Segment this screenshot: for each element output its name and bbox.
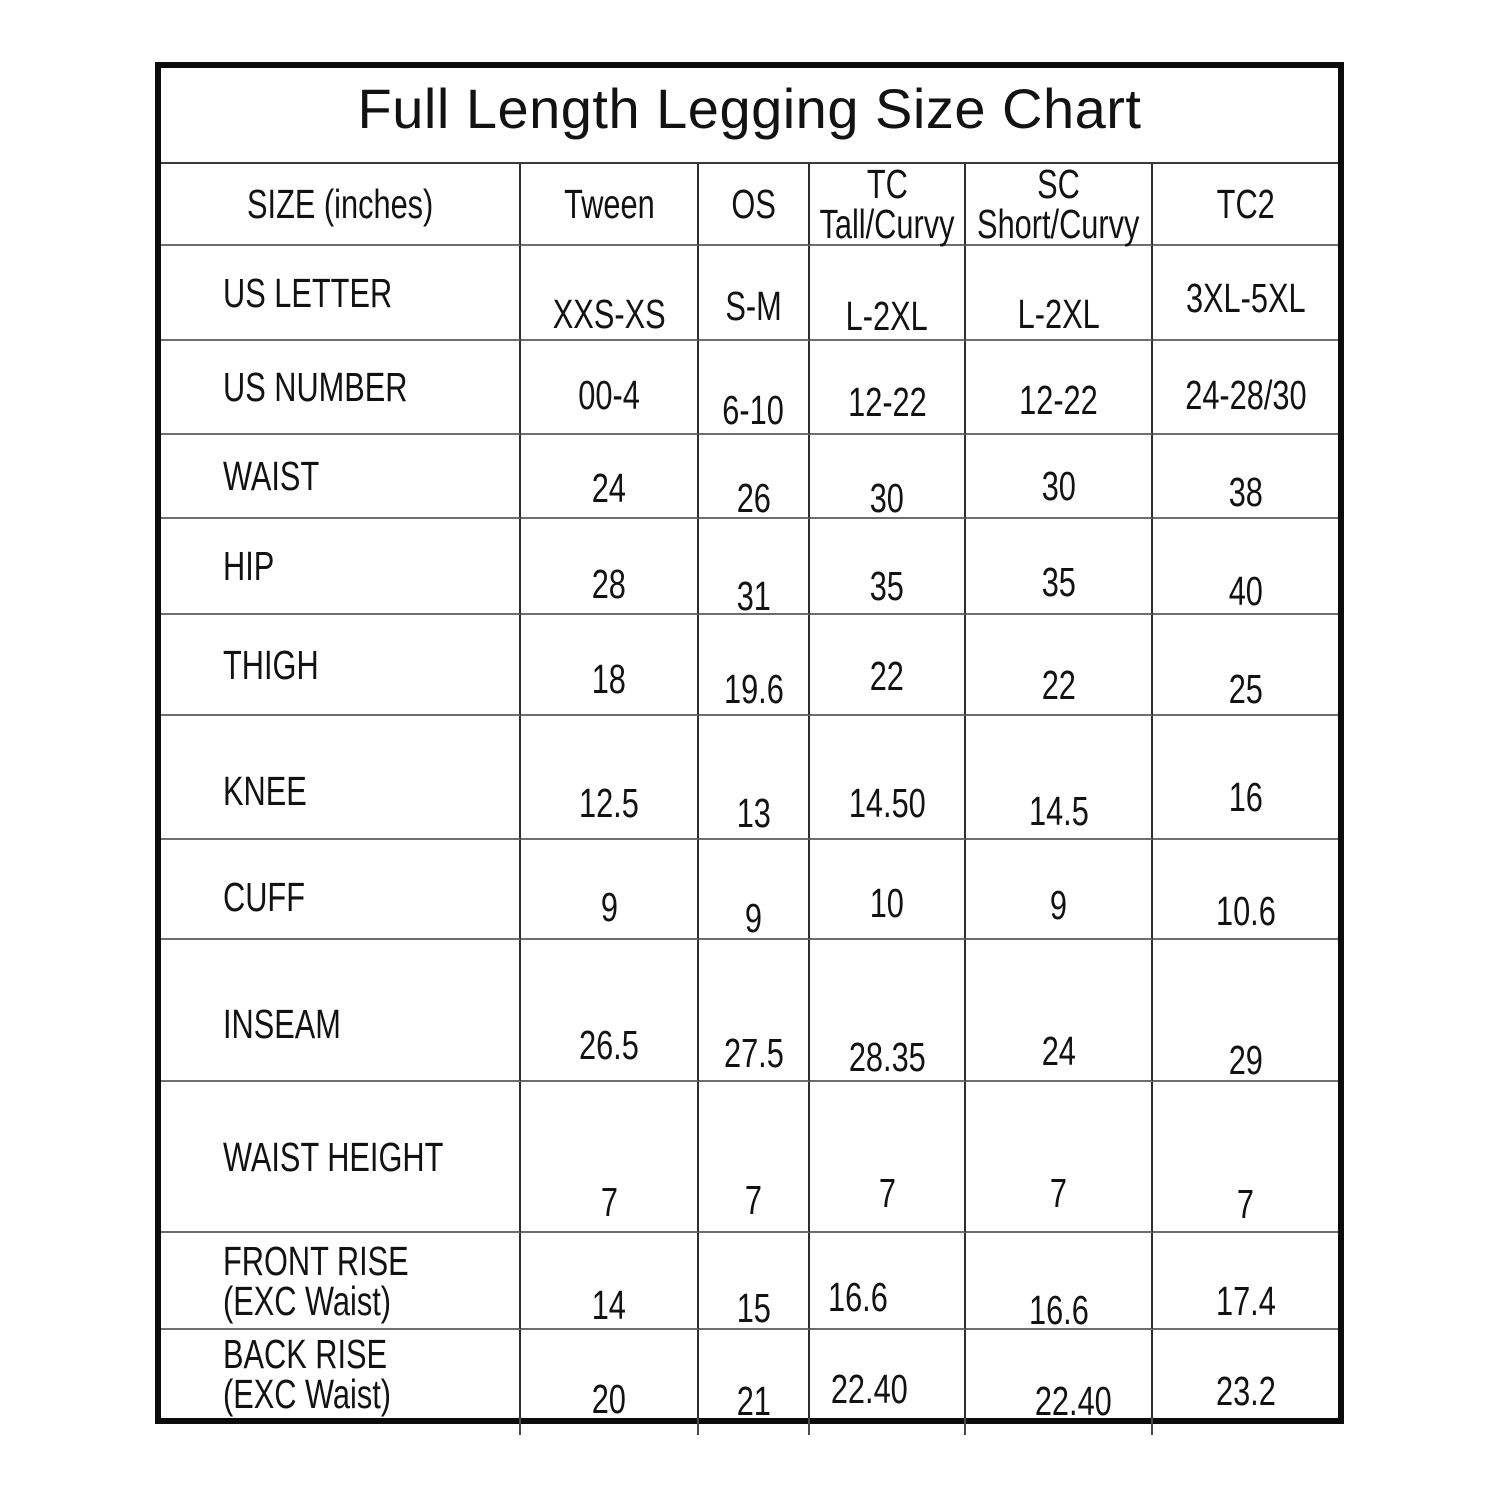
header-sublabel-sc: Short/Curvy: [977, 201, 1140, 247]
cell-us-number-os: [699, 341, 810, 435]
cell-value: 7: [744, 1177, 763, 1223]
cell-value: 38: [1228, 469, 1263, 515]
size-chart-grid: [161, 68, 1338, 1424]
cell-value: 22: [1041, 662, 1076, 708]
cell-waist-sc: [966, 435, 1153, 519]
cell-value: 12-22: [847, 379, 927, 425]
cell-us-number-tween: [521, 341, 699, 435]
row-label-hip: [161, 519, 521, 615]
grid-line-tail: [964, 1418, 966, 1435]
cell-value: 16.6: [1028, 1287, 1089, 1333]
cell-value: 7: [1236, 1181, 1255, 1227]
header-sublabel-tc: Tall/Curvy: [819, 201, 955, 247]
cell-us-letter-tc2: [1153, 246, 1338, 341]
row-label-us-letter: [161, 246, 521, 341]
cell-thigh-sc: [966, 615, 1153, 716]
cell-value: 20: [591, 1376, 627, 1422]
row-label-text: CUFF: [223, 874, 305, 920]
cell-hip-sc: [966, 519, 1153, 615]
cell-us-number-sc: [966, 341, 1153, 435]
cell-value: 31: [736, 573, 771, 619]
cell-value: 28: [591, 561, 627, 607]
cell-us-letter-os: [699, 246, 810, 341]
grid-line-tail: [519, 1418, 521, 1435]
cell-back-rise-os: [699, 1330, 810, 1424]
cell-value: 16.6: [827, 1274, 888, 1320]
chart-title-cell: [161, 68, 1338, 164]
cell-value: 9: [744, 895, 763, 941]
cell-value: 14.5: [1028, 788, 1089, 834]
cell-hip-tween: [521, 519, 699, 615]
row-label-text: WAIST HEIGHT: [223, 1133, 444, 1180]
cell-front-rise-sc: [966, 1233, 1153, 1333]
cell-waist-height-sc: [966, 1082, 1153, 1233]
row-label-text: FRONT RISE: [223, 1237, 409, 1284]
row-label-thigh: [161, 615, 521, 716]
cell-back-rise-sc: [966, 1330, 1153, 1424]
cell-us-letter-tween: [521, 246, 699, 341]
cell-value: 22.40: [830, 1366, 908, 1412]
cell-value: 29: [1228, 1037, 1263, 1083]
grid-line-tail: [1151, 1418, 1153, 1435]
cell-us-letter-tc: [810, 246, 966, 341]
header-cell-tween: [521, 164, 699, 246]
cell-front-rise-tween: [521, 1233, 699, 1330]
grid-line-tail: [808, 1418, 810, 1435]
row-label-subtext: (EXC Waist): [223, 1371, 391, 1417]
cell-value: 30: [1041, 463, 1076, 509]
cell-value: 40: [1228, 568, 1263, 614]
cell-value: S-M: [725, 283, 782, 329]
row-label-back-rise: [161, 1330, 521, 1418]
header-cell-sc: [966, 161, 1153, 247]
row-label-text: KNEE: [223, 768, 307, 814]
header-label-os: OS: [731, 181, 776, 227]
cell-us-letter-sc: [966, 246, 1153, 341]
cell-value: 23.2: [1215, 1368, 1276, 1414]
row-label-waist: [161, 435, 521, 519]
cell-waist-os: [699, 435, 810, 519]
cell-us-number-tc2: [1153, 341, 1338, 435]
header-label-tc: TC: [866, 161, 908, 207]
cell-value: 24: [1041, 1028, 1076, 1074]
cell-waist-tc2: [1153, 435, 1338, 519]
cell-hip-tc: [810, 519, 966, 615]
cell-thigh-tween: [521, 615, 699, 716]
cell-back-rise-tc2: [1153, 1330, 1338, 1418]
size-chart-table: [155, 62, 1344, 1424]
cell-value: 21: [736, 1378, 771, 1424]
cell-value: 00-4: [578, 372, 640, 418]
grid-line-tail: [697, 1418, 699, 1435]
cell-value: 3XL-5XL: [1185, 275, 1306, 321]
row-label-cuff: [161, 840, 521, 940]
cell-cuff-tween: [521, 840, 699, 940]
cell-back-rise-tween: [521, 1330, 699, 1422]
row-label-us-number: [161, 341, 521, 435]
header-label-tween: Tween: [563, 181, 655, 227]
cell-front-rise-os: [699, 1233, 810, 1330]
cell-value: 7: [1049, 1170, 1068, 1216]
cell-value: 7: [878, 1170, 896, 1216]
row-label-knee: [161, 716, 521, 840]
header-cell-tc: [810, 161, 966, 247]
cell-inseam-tc: [810, 940, 966, 1082]
cell-value: 24: [591, 465, 627, 511]
row-label-text: HIP: [223, 543, 275, 589]
row-label-text: THIGH: [223, 641, 319, 688]
cell-value: 24-28/30: [1184, 372, 1307, 418]
cell-thigh-tc2: [1153, 615, 1338, 716]
row-label-inseam: [161, 940, 521, 1082]
cell-knee-tween: [521, 716, 699, 840]
cell-value: 13: [736, 790, 771, 836]
cell-thigh-tc: [810, 615, 966, 716]
header-label-size: SIZE (inches): [246, 181, 434, 227]
cell-cuff-tc2: [1153, 840, 1338, 940]
cell-front-rise-tc2: [1153, 1233, 1338, 1330]
cell-front-rise-tc: [810, 1233, 966, 1330]
header-cell-tc2: [1153, 164, 1338, 246]
cell-waist-height-os: [699, 1082, 810, 1233]
cell-inseam-sc: [966, 940, 1153, 1082]
cell-value: 6-10: [722, 387, 785, 433]
cell-value: 7: [600, 1179, 618, 1225]
cell-us-number-tc: [810, 341, 966, 435]
row-label-subtext: (EXC Waist): [223, 1277, 391, 1324]
cell-inseam-tc2: [1153, 940, 1338, 1082]
cell-value: 30: [869, 475, 905, 521]
cell-knee-os: [699, 716, 810, 840]
cell-value: 14: [591, 1282, 627, 1328]
cell-back-rise-tc: [810, 1330, 966, 1418]
cell-waist-tween: [521, 435, 699, 519]
row-label-text: INSEAM: [223, 1001, 341, 1047]
cell-cuff-os: [699, 840, 810, 940]
cell-value: 22: [869, 653, 905, 699]
cell-value: 18: [591, 656, 627, 702]
cell-value: 19.6: [723, 666, 784, 712]
cell-hip-tc2: [1153, 519, 1338, 615]
cell-thigh-os: [699, 615, 810, 716]
cell-value: 25: [1228, 666, 1263, 712]
cell-hip-os: [699, 519, 810, 619]
cell-value: 9: [600, 884, 618, 930]
cell-value: 22.40: [1035, 1378, 1112, 1424]
cell-value: 9: [1049, 882, 1068, 928]
cell-value: 35: [869, 563, 905, 609]
cell-value: 10: [869, 880, 905, 926]
cell-waist-height-tween: [521, 1082, 699, 1233]
header-label-sc: SC: [1037, 161, 1080, 207]
cell-cuff-sc: [966, 840, 1153, 940]
chart-title: Full Length Legging Size Chart: [357, 77, 1142, 140]
cell-value: 14.50: [848, 780, 926, 826]
cell-waist-height-tc: [810, 1082, 966, 1233]
cell-knee-tc2: [1153, 716, 1338, 840]
cell-value: L-2XL: [1017, 291, 1100, 337]
cell-knee-sc: [966, 716, 1153, 840]
header-label-tc2: TC2: [1216, 181, 1275, 227]
cell-waist-tc: [810, 435, 966, 519]
cell-value: 10.6: [1215, 888, 1276, 934]
header-cell-os: [699, 164, 810, 246]
cell-value: 26.5: [579, 1022, 639, 1068]
cell-value: 15: [736, 1285, 771, 1331]
row-label-text: US NUMBER: [223, 364, 408, 410]
cell-inseam-os: [699, 940, 810, 1082]
cell-value: 35: [1041, 559, 1076, 605]
cell-cuff-tc: [810, 840, 966, 940]
cell-waist-height-tc2: [1153, 1082, 1338, 1233]
cell-value: 12-22: [1019, 377, 1098, 423]
row-label-waist-height: [161, 1082, 521, 1233]
row-label-text: US LETTER: [223, 269, 393, 316]
cell-knee-tc: [810, 716, 966, 840]
cell-value: 12.5: [579, 780, 639, 826]
cell-value: L-2XL: [845, 293, 929, 339]
cell-value: 26: [736, 475, 771, 521]
cell-value: 28.35: [848, 1034, 926, 1080]
cell-inseam-tween: [521, 940, 699, 1082]
cell-value: XXS-XS: [552, 291, 666, 337]
cell-value: 16: [1228, 774, 1263, 820]
cell-value: 17.4: [1215, 1278, 1276, 1324]
header-cell-size: [161, 164, 521, 246]
row-label-text: BACK RISE: [223, 1331, 388, 1377]
cell-value: 27.5: [723, 1030, 784, 1076]
row-label-front-rise: [161, 1233, 521, 1330]
row-label-text: WAIST: [223, 453, 320, 499]
